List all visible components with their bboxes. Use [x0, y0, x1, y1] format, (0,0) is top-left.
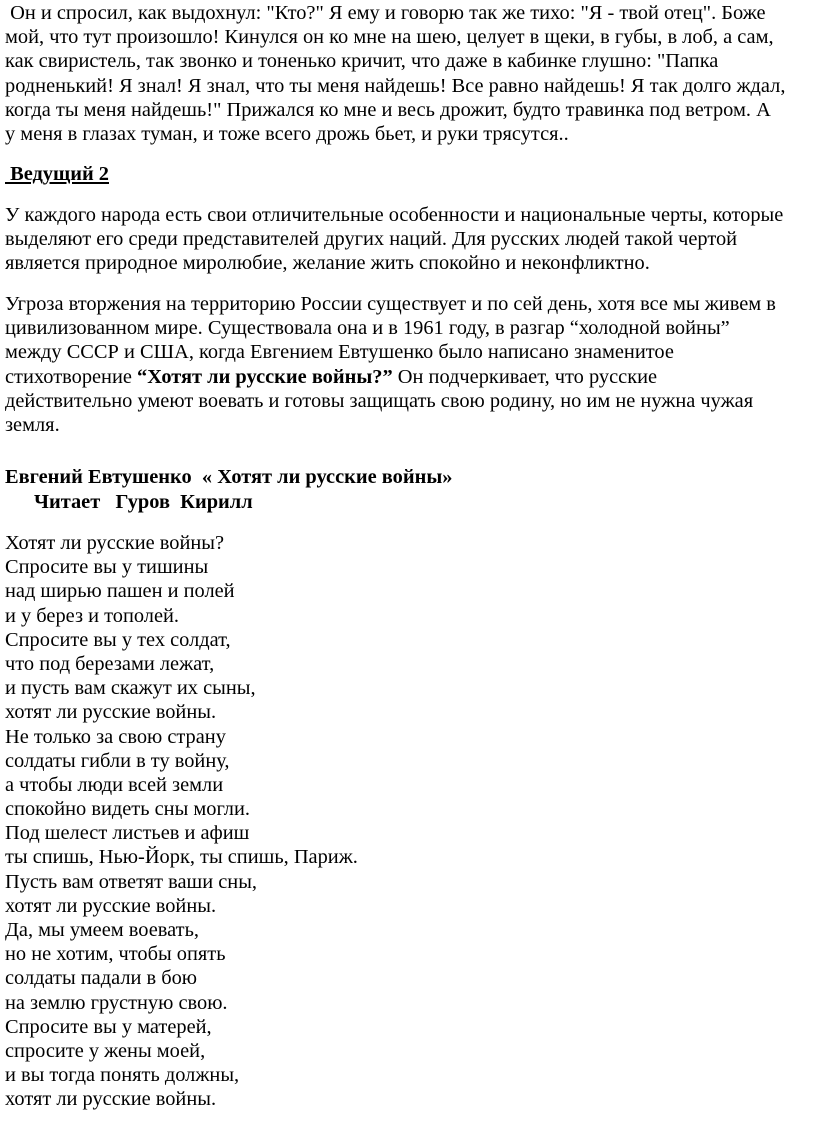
- text-line: Он и спросил, как выдохнул: "Кто?" Я ему и говорю так же тихо: "Я - твой отец". Боже: [5, 2, 766, 24]
- poem-line: Спросите вы у тишины: [5, 556, 209, 579]
- poem-line: Спросите вы у матерей,: [5, 1015, 212, 1038]
- text-fragment: стихотворение: [5, 365, 138, 388]
- poem-title-inline: “Хотят ли русские войны?”: [137, 365, 393, 388]
- text-line: как свиристель, так звонко и тоненько кричит, что даже в кабинке глушно: "Папка: [5, 50, 719, 73]
- poem-line: и у берез и тополей.: [5, 604, 180, 627]
- poem-line: хотят ли русские войны.: [5, 1088, 217, 1111]
- poem-line: спросите у жены моей,: [5, 1039, 206, 1062]
- text-line: У каждого народа есть свои отличительные особенности и национальные черты, которые: [5, 204, 784, 226]
- text-fragment: Он подчеркивает, что русские: [392, 365, 658, 388]
- poem-line: что под березами лежат,: [5, 652, 215, 675]
- poem-line: но не хотим, чтобы опять: [5, 943, 226, 966]
- poem-line: и вы тогда понять должны,: [5, 1064, 240, 1087]
- poem-line: Спросите вы у тех солдат,: [5, 628, 231, 651]
- poem-line: солдаты гибли в ту войну,: [5, 749, 230, 772]
- text-line: мой, что тут произошло! Кинулся он ко мне на шею, целует в щеки, в губы, в лоб, а сам,: [5, 26, 774, 49]
- poem-line: а чтобы люди всей земли: [5, 773, 224, 796]
- text-line: цивилизованном мире. Существовала она и в 1961 году, в разгар “холодной войны”: [5, 317, 730, 340]
- poem-line: хотят ли русские войны.: [5, 894, 217, 917]
- text-line: когда ты меня найдешь!" Прижался ко мне и весь дрожит, будто травинка под ветром. А: [5, 98, 771, 121]
- intro-paragraph: [5, 1, 805, 146]
- poem-line: Хотят ли русские войны?: [5, 532, 225, 554]
- poem-line: Не только за свою страну: [5, 725, 226, 748]
- text-line: выделяют его среди представителей других наций. Для русских людей такой чертой: [5, 228, 738, 251]
- poem-line: солдаты падали в бою: [5, 967, 198, 990]
- text-line: [5, 365, 805, 389]
- poem-line: Под шелест листьев и афиш: [5, 822, 250, 845]
- host-heading: Ведущий 2: [5, 163, 109, 185]
- poem-line: ты спишь, Нью-Йорк, ты спишь, Париж.: [5, 846, 358, 869]
- poem-line: Пусть вам ответят ваши сны,: [5, 870, 257, 893]
- poem-text: [5, 531, 358, 1112]
- paragraph-national-traits: [5, 203, 805, 276]
- paragraph-invasion-threat: [5, 292, 805, 437]
- text-line: родненький! Я знал! Я знал, что ты меня найдешь! Все равно найдешь! Я так долго ждал,: [5, 74, 786, 97]
- text-line: у меня в глазах туман, и тоже всего дрожь бьет, и руки трясутся..: [5, 123, 569, 146]
- text-line: Угроза вторжения на территорию России существует и по сей день, хотя все мы живем в: [5, 293, 776, 315]
- poem-line: спокойно видеть сны могли.: [5, 798, 250, 821]
- reader-credit: Читает Гуров Кирилл: [34, 491, 253, 513]
- poem-line: на землю грустную свою.: [5, 991, 228, 1014]
- poem-line: над ширью пашен и полей: [5, 580, 235, 603]
- poem-line: хотят ли русские войны.: [5, 701, 217, 724]
- poem-line: Да, мы умеем воевать,: [5, 919, 199, 941]
- text-line: действительно умеют воевать и готовы защищать свою родину, но им не нужна чужая: [5, 389, 754, 412]
- poem-line: и пусть вам скажут их сыны,: [5, 677, 256, 700]
- poem-title: Евгений Евтушенко « Хотят ли русские войны»: [5, 466, 453, 488]
- text-line: является природное миролюбие, желание жить спокойно и неконфликтно.: [5, 252, 650, 275]
- text-line: между СССР и США, когда Евгением Евтушенко было написано знаменитое: [5, 341, 674, 364]
- text-line: земля.: [5, 414, 60, 437]
